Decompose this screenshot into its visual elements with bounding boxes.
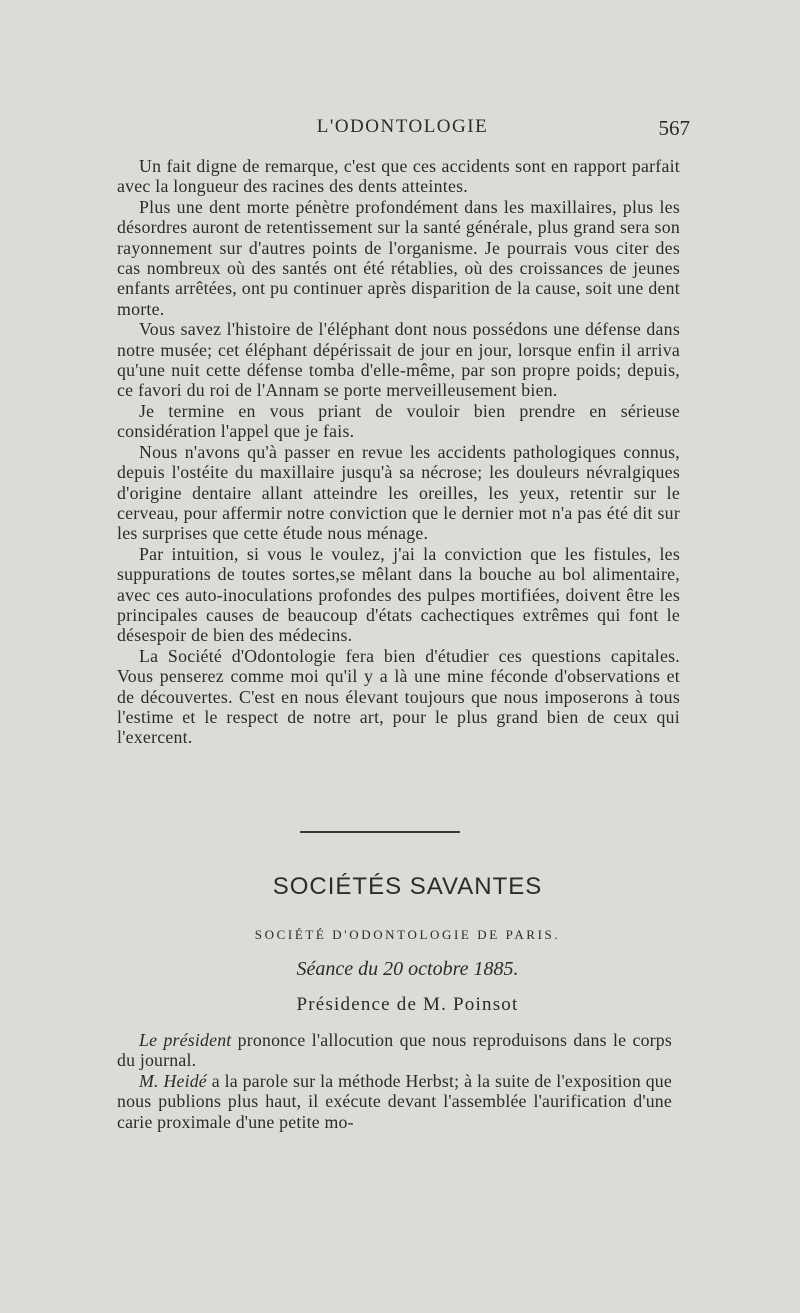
proceedings-body bbox=[117, 1030, 672, 1132]
paragraph: Nous n'avons qu'à passer en revue les accidents pathologiques connus, depuis l'ostéite du maxillaire jusqu'à sa nécrose; les douleurs névralgiques d'origine dentaire allant atteindre les oreilles, les yeux, retentir sur le cerveau, pour affermir notre conviction que le dernier mot n'a pas été dit sur les surprises que cette étude nous ménage. bbox=[117, 441, 680, 544]
section-title: SOCIÉTÉS SAVANTES bbox=[272, 873, 543, 900]
running-header bbox=[115, 116, 690, 140]
paragraph: Je termine en vous priant de vouloir bien prendre en sérieuse considération l'appel que je fais. bbox=[117, 400, 680, 442]
article-body bbox=[117, 156, 680, 748]
paragraph: Par intuition, si vous le voulez, j'ai la conviction que les fistules, les suppurations de toutes sortes,se mêlant dans la bouche au bol alimentaire, avec ces auto-inoculations profondes des pulpes mortifiées, doivent être les principales causes de beaucoup d'états cachectiques extrêmes qui font le désespoir de bien des médecins. bbox=[117, 543, 680, 646]
speaker-name: M. Heidé bbox=[139, 1070, 207, 1091]
proceedings-text: prononce l'allocution que nous reproduisons dans le corps du journal. bbox=[117, 1030, 672, 1071]
society-name: SOCIÉTÉ D'ODONTOLOGIE DE PARIS. bbox=[254, 927, 561, 942]
proceedings-paragraph bbox=[117, 1071, 672, 1132]
proceedings-text: a la parole sur la méthode Herbst; à la suite de l'exposition que nous publions plus haut, il exécute devant l'assemblée l'aurification d'une carie proximale d'une petite mo- bbox=[117, 1070, 672, 1132]
running-title: L'ODONTOLOGIE bbox=[316, 116, 489, 137]
session-date: Séance du 20 octobre 1885. bbox=[296, 958, 519, 980]
presidency-line: Présidence de M. Poinsot bbox=[296, 994, 519, 1015]
page-number: 567 bbox=[658, 116, 690, 140]
paragraph: Un fait digne de remarque, c'est que ces accidents sont en rapport parfait avec la longueur des racines des dents atteintes. bbox=[117, 156, 680, 197]
proceedings-paragraph bbox=[117, 1030, 672, 1071]
paragraph: Vous savez l'histoire de l'éléphant dont nous possédons une défense dans notre musée; cet éléphant dépérissait de jour en jour, lorsque enfin il arriva qu'une nuit cette défense tomba d'elle-même, par son propre poids; depuis, ce favori du roi de l'Annam se porte merveilleusement bien. bbox=[117, 319, 680, 401]
section-divider bbox=[300, 831, 460, 833]
speaker-name: Le président bbox=[139, 1030, 232, 1050]
paragraph: La Société d'Odontologie fera bien d'étudier ces questions capitales. Vous penserez comme moi qu'il y a là une mine féconde d'observations et de découvertes. C'est en nous élevant toujours que nous imposerons à tous l'estime et le respect de notre art, pour le plus grand bien de ceux qui l'exercent. bbox=[117, 645, 680, 748]
paragraph: Plus une dent morte pénètre profondément dans les maxillaires, plus les désordres auront de retentissement sur la santé générale, plus grand sera son rayonnement sur d'autres points de l'organisme. Je pourrais vous citer des cas nombreux où des santés ont été rétablies, où des croissances de jeunes enfants arrêtées, ont pu continuer après disparition de la cause, soit une dent morte. bbox=[117, 196, 680, 319]
